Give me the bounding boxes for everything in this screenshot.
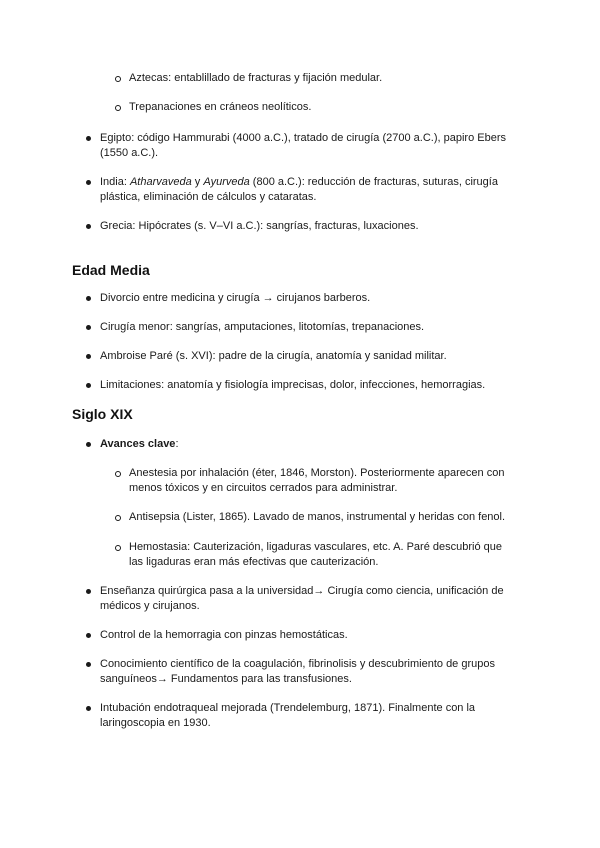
list-item-aztecas <box>129 71 519 86</box>
item-text <box>100 438 179 450</box>
sub-list-item <box>129 540 519 570</box>
item-text: Intubación endotraqueal mejorada (Trendelemburg, 1871). Finalmente con la laringoscopia en 1930. <box>100 702 476 729</box>
item-text: Antisepsia (Lister, 1865). Lavado de manos, instrumental y heridas con fenol. <box>129 511 506 523</box>
ayurveda-term: Ayurveda <box>203 176 250 188</box>
bullet-icon <box>86 706 91 711</box>
hollow-bullet-icon <box>115 515 121 521</box>
bullet-icon <box>86 325 91 330</box>
bullet-icon <box>86 589 91 594</box>
item-text: Ambroise Paré (s. XVI): padre de la cirugía, anatomía y sanidad militar. <box>100 350 447 362</box>
item-text: Anestesia por inhalación (éter, 1846, Morston). Posteriormente aparecen con menos tóxicos y en circuitos cerrados para administrar. <box>129 467 505 494</box>
list-item <box>100 378 520 393</box>
list-item <box>100 349 520 364</box>
list-item-avances <box>100 437 520 452</box>
hollow-bullet-icon <box>115 105 121 111</box>
item-text: Aztecas: entablillado de fracturas y fijación medular. <box>129 72 383 84</box>
bullet-icon <box>86 296 91 301</box>
sub-list-item <box>129 510 519 525</box>
item-text: Control de la hemorragia con pinzas hemostáticas. <box>100 629 348 641</box>
list-item <box>100 320 520 335</box>
bullet-icon <box>86 180 91 185</box>
bullet-icon <box>86 442 91 447</box>
list-item <box>100 657 520 687</box>
hollow-bullet-icon <box>115 545 121 551</box>
bullet-icon <box>86 383 91 388</box>
list-item-grecia <box>100 219 520 234</box>
bullet-icon <box>86 354 91 359</box>
item-text: Egipto: código Hammurabi (4000 a.C.), tratado de cirugía (2700 a.C.), papiro Ebers (1550 a.C.). <box>100 132 506 159</box>
item-text: Divorcio entre medicina y cirugía → cirujanos barberos. <box>100 292 371 304</box>
heading-siglo-xix: Siglo XIX <box>72 406 133 422</box>
list-item <box>100 584 520 614</box>
bullet-icon <box>86 633 91 638</box>
item-text <box>100 176 498 203</box>
atharvaveda-term: Atharvaveda <box>129 176 192 188</box>
item-text: Cirugía menor: sangrías, amputaciones, litotomías, trepanaciones. <box>100 321 425 333</box>
list-item <box>100 291 520 306</box>
item-text: Trepanaciones en cráneos neolíticos. <box>129 101 312 113</box>
hollow-bullet-icon <box>115 471 121 477</box>
list-item <box>100 701 520 731</box>
bullet-icon <box>86 662 91 667</box>
list-item-egipto <box>100 131 520 161</box>
list-item-trepanaciones <box>129 100 519 115</box>
sub-list-item <box>129 466 519 496</box>
heading-edad-media: Edad Media <box>72 262 150 278</box>
india-and: y <box>191 176 204 188</box>
avances-colon: : <box>175 438 179 450</box>
list-item <box>100 628 520 643</box>
india-prefix: India: <box>100 176 130 188</box>
india-rest: (800 a.C.): reducción de fracturas, suturas, cirugía plástica, eliminación de cálculos y cataratas. <box>100 176 498 203</box>
list-item-india <box>100 175 520 205</box>
bullet-icon <box>86 136 91 141</box>
item-text: Conocimiento científico de la coagulación, fibrinolisis y descubrimiento de grupos sanguíneos→ Fundamentos para las transfusiones. <box>100 658 495 685</box>
item-text: Grecia: Hipócrates (s. V–VI a.C.): sangrías, fracturas, luxaciones. <box>100 220 419 232</box>
item-text: Enseñanza quirúrgica pasa a la universidad→ Cirugía como ciencia, unificación de médicos y cirujanos. <box>100 585 504 612</box>
hollow-bullet-icon <box>115 76 121 82</box>
avances-label: Avances clave <box>100 438 176 450</box>
bullet-icon <box>86 224 91 229</box>
item-text: Limitaciones: anatomía y fisiología imprecisas, dolor, infecciones, hemorragias. <box>100 379 486 391</box>
item-text: Hemostasia: Cauterización, ligaduras vasculares, etc. A. Paré descubrió que las ligaduras eran más efectivas que cauterización. <box>129 541 502 568</box>
